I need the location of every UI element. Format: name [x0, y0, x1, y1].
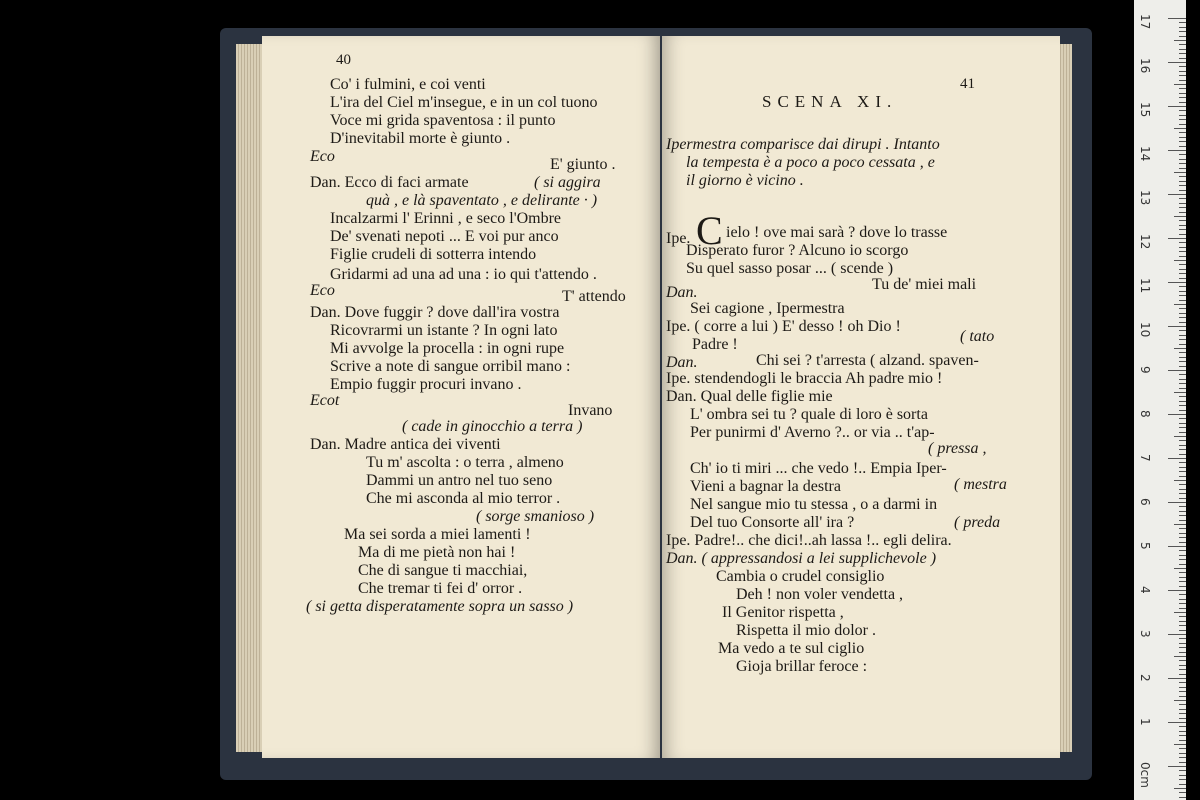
ruler-tick [1179, 185, 1186, 186]
ruler-tick [1174, 304, 1186, 305]
ruler-tick [1179, 770, 1186, 771]
ruler-tick [1179, 344, 1186, 345]
ruler-label: 15 [1138, 102, 1152, 118]
right-text-line: Ipermestra comparisce dai dirupi . Intanto [666, 136, 940, 153]
ruler-tick [1179, 445, 1186, 446]
ruler-tick [1179, 432, 1186, 433]
left-text-line: Eco [310, 148, 335, 165]
ruler-tick [1179, 36, 1186, 37]
ruler-label: 0cm [1138, 762, 1152, 788]
ruler-tick [1174, 568, 1186, 569]
right-page [662, 36, 1060, 758]
left-text-line: T' attendo [562, 288, 626, 305]
ruler-tick [1179, 256, 1186, 257]
ruler-tick [1179, 97, 1186, 98]
ruler-tick [1174, 524, 1186, 525]
ruler-tick [1179, 80, 1186, 81]
ruler-tick [1179, 141, 1186, 142]
left-text-line: Che di sangue ti macchiai, [358, 562, 528, 579]
page-edges-left [236, 44, 264, 752]
right-text-line: ( mestra [954, 476, 1007, 493]
ruler-tick [1179, 784, 1186, 785]
ruler-tick [1179, 31, 1186, 32]
ruler-tick [1179, 594, 1186, 595]
ruler-tick [1179, 797, 1186, 798]
left-text-line: ( cade in ginocchio a terra ) [402, 418, 583, 435]
right-text-line: la tempesta è a poco a poco cessata , e [686, 154, 935, 171]
ruler-tick [1179, 154, 1186, 155]
ruler-label: 16 [1138, 58, 1152, 74]
left-text-line: Ma di me pietà non hai ! [358, 544, 516, 561]
ruler-tick [1179, 449, 1186, 450]
ruler-tick [1179, 454, 1186, 455]
ruler-tick [1179, 471, 1186, 472]
left-text-line: ( si aggira [534, 174, 601, 191]
ruler-tick [1179, 731, 1186, 732]
ruler-tick [1179, 713, 1186, 714]
ruler-tick [1179, 110, 1186, 111]
ruler-tick [1174, 700, 1186, 701]
left-text-line: Dan. Ecco di faci armate [310, 174, 469, 191]
right-text-line: Disperato furor ? Alcuno io scorgo [686, 242, 909, 259]
right-text-line: ( preda [954, 514, 1001, 531]
ruler-tick [1174, 656, 1186, 657]
ruler-tick [1179, 137, 1186, 138]
ruler-tick [1179, 638, 1186, 639]
right-text-line: Dan. [666, 284, 698, 301]
ruler-tick [1174, 40, 1186, 41]
ruler-tick [1179, 93, 1186, 94]
ruler-tick [1179, 748, 1186, 749]
ruler-label: 3 [1138, 630, 1152, 638]
ruler-tick [1179, 476, 1186, 477]
ruler-tick [1179, 427, 1186, 428]
ruler-tick [1179, 322, 1186, 323]
ruler-tick [1179, 159, 1186, 160]
ruler-label: 8 [1138, 410, 1152, 418]
ruler-tick [1179, 22, 1186, 23]
ruler-tick [1179, 300, 1186, 301]
right-text-line: Ipe. ( corre a lui ) E' desso ! oh Dio ! [666, 318, 901, 335]
ruler-tick [1179, 462, 1186, 463]
right-text-line: Ma vedo a te sul ciglio [718, 640, 865, 657]
ruler-tick [1179, 735, 1186, 736]
ruler-tick [1179, 401, 1186, 402]
ruler-tick [1179, 586, 1186, 587]
ruler-tick [1179, 198, 1186, 199]
ruler-tick [1179, 66, 1186, 67]
right-text-line: Dan. [666, 354, 698, 371]
ruler-tick [1179, 286, 1186, 287]
ruler-tick [1174, 128, 1186, 129]
ruler-tick [1179, 533, 1186, 534]
ruler-tick [1179, 313, 1186, 314]
ruler-label: 14 [1138, 146, 1152, 162]
ruler-tick [1179, 146, 1186, 147]
ruler-tick [1168, 590, 1186, 591]
ruler-tick [1179, 555, 1186, 556]
ruler-tick [1179, 383, 1186, 384]
ruler-label: 11 [1138, 278, 1152, 294]
left-text-line: Scrive a note di sangue orribil mano : [330, 358, 571, 375]
scene-title: SCENA XI. [762, 92, 898, 111]
ruler-tick [1179, 308, 1186, 309]
ruler-tick [1168, 18, 1186, 19]
ruler-tick [1179, 537, 1186, 538]
ruler-tick [1179, 630, 1186, 631]
ruler-tick [1179, 102, 1186, 103]
ruler-tick [1179, 124, 1186, 125]
ruler-tick [1168, 282, 1186, 283]
ruler-label: 9 [1138, 366, 1152, 374]
ruler-tick [1179, 295, 1186, 296]
right-text-line: Gioja brillar feroce : [736, 658, 868, 675]
ruler-tick [1179, 520, 1186, 521]
ruler-tick [1179, 405, 1186, 406]
right-text-line: Ipe. stendendogli le braccia Ah padre mio ! [666, 370, 943, 387]
ruler-tick [1179, 366, 1186, 367]
ruler-tick [1179, 264, 1186, 265]
ruler-tick [1179, 410, 1186, 411]
ruler-tick [1174, 216, 1186, 217]
left-text-line: Gridarmi ad una ad una : io qui t'attendo . [330, 266, 597, 283]
left-page [262, 36, 660, 758]
ruler-tick [1174, 348, 1186, 349]
ruler-tick [1168, 546, 1186, 547]
ruler-tick [1179, 361, 1186, 362]
ruler-tick [1179, 75, 1186, 76]
ruler-tick [1179, 687, 1186, 688]
right-text-line: Il Genitor rispetta , [722, 604, 844, 621]
right-text-line: Sei cagione , Ipermestra [690, 300, 845, 317]
ruler-label: 17 [1138, 14, 1152, 30]
ruler-tick [1174, 392, 1186, 393]
ruler-tick [1179, 709, 1186, 710]
left-text-line: Incalzarmi l' Erinni , e seco l'Ombre [330, 210, 562, 227]
ruler-tick [1179, 603, 1186, 604]
ruler-tick [1174, 480, 1186, 481]
ruler-tick [1179, 225, 1186, 226]
ruler-tick [1179, 577, 1186, 578]
ruler-tick [1168, 62, 1186, 63]
right-text-line: Cambia o crudel consiglio [716, 568, 885, 585]
right-text-line: L' ombra sei tu ? quale di loro è sorta [690, 406, 928, 423]
left-text-line: Che mi asconda al mio terror . [366, 490, 561, 507]
left-text-line: Dan. Madre antica dei viventi [310, 436, 501, 453]
ruler-tick [1179, 515, 1186, 516]
ruler-tick [1179, 339, 1186, 340]
ruler-tick [1179, 608, 1186, 609]
ruler-tick [1179, 220, 1186, 221]
measurement-ruler [1134, 0, 1186, 800]
ruler-tick [1179, 212, 1186, 213]
ruler-tick [1179, 163, 1186, 164]
ruler-tick [1174, 744, 1186, 745]
page-number-left: 40 [336, 52, 351, 68]
ruler-tick [1179, 621, 1186, 622]
ruler-tick [1168, 414, 1186, 415]
ruler-tick [1179, 718, 1186, 719]
ruler-tick [1179, 484, 1186, 485]
right-text-line: il giorno è vicino . [686, 172, 804, 189]
right-text-line: ielo ! ove mai sarà ? dove lo trasse [726, 224, 948, 241]
ruler-tick [1179, 599, 1186, 600]
ruler-tick [1179, 27, 1186, 28]
ruler-tick [1179, 467, 1186, 468]
ruler-tick [1179, 251, 1186, 252]
ruler-tick [1179, 572, 1186, 573]
ruler-tick [1179, 132, 1186, 133]
left-text-line: ( sorge smanioso ) [476, 508, 595, 525]
ruler-tick [1179, 278, 1186, 279]
ruler-tick [1179, 115, 1186, 116]
left-text-line: Ma sei sorda a miei lamenti ! [344, 526, 531, 543]
ruler-tick [1168, 502, 1186, 503]
left-text-line: Ricovrarmi un istante ? In ogni lato [330, 322, 558, 339]
ruler-tick [1179, 49, 1186, 50]
right-text-line: Ipe. [666, 230, 691, 247]
left-text-line: Dan. Dove fuggir ? dove dall'ira vostra [310, 304, 560, 321]
ruler-tick [1179, 242, 1186, 243]
ruler-tick [1168, 678, 1186, 679]
ruler-tick [1168, 634, 1186, 635]
ruler-label: 6 [1138, 498, 1152, 506]
ruler-tick [1168, 766, 1186, 767]
ruler-tick [1174, 436, 1186, 437]
ruler-label: 10 [1138, 322, 1152, 338]
ruler-tick [1179, 273, 1186, 274]
drop-cap: C [696, 208, 723, 253]
ruler-tick [1179, 190, 1186, 191]
ruler-tick [1179, 335, 1186, 336]
ruler-tick [1179, 674, 1186, 675]
ruler-tick [1179, 542, 1186, 543]
ruler-tick [1179, 203, 1186, 204]
ruler-tick [1179, 757, 1186, 758]
ruler-tick [1179, 779, 1186, 780]
right-text-line: Dan. ( appressandosi a lei supplichevole ) [666, 550, 937, 567]
ruler-tick [1179, 291, 1186, 292]
left-text-line: ( si getta disperatamente sopra un sasso ) [306, 598, 574, 615]
ruler-tick [1179, 625, 1186, 626]
left-text-line: Invano [568, 402, 613, 419]
page-number-right: 41 [960, 76, 975, 92]
ruler-tick [1168, 150, 1186, 151]
ruler-tick [1179, 682, 1186, 683]
ruler-tick [1174, 172, 1186, 173]
ruler-tick [1179, 528, 1186, 529]
ruler-tick [1174, 788, 1186, 789]
ruler-tick [1179, 647, 1186, 648]
ruler-tick [1168, 370, 1186, 371]
left-text-line: Co' i fulmini, e coi venti [330, 76, 486, 93]
left-text-line: Che tremar ti fei d' orror . [358, 580, 523, 597]
ruler-tick [1179, 423, 1186, 424]
left-text-line: Mi avvolge la procella : in ogni rupe [330, 340, 565, 357]
left-text-line: E' giunto . [550, 156, 616, 173]
left-text-line: quà , e là spaventato , e delirante · ) [366, 192, 598, 209]
ruler-tick [1179, 44, 1186, 45]
ruler-tick [1168, 238, 1186, 239]
ruler-label: 12 [1138, 234, 1152, 250]
ruler-tick [1179, 753, 1186, 754]
ruler-tick [1179, 726, 1186, 727]
ruler-tick [1179, 379, 1186, 380]
ruler-tick [1174, 612, 1186, 613]
ruler-tick [1179, 643, 1186, 644]
right-text-line: Del tuo Consorte all' ira ? [690, 514, 855, 531]
ruler-tick [1174, 260, 1186, 261]
ruler-tick [1168, 722, 1186, 723]
ruler-tick [1179, 581, 1186, 582]
left-text-line: Eco [310, 282, 335, 299]
left-text-line: L'ira del Ciel m'insegue, e in un col tuono [330, 94, 598, 111]
ruler-tick [1179, 696, 1186, 697]
ruler-tick [1179, 269, 1186, 270]
ruler-tick [1179, 792, 1186, 793]
right-text-line: Nel sangue mio tu stessa , o a darmi in [690, 496, 938, 513]
ruler-tick [1179, 506, 1186, 507]
left-text-line: Tu m' ascolta : o terra , almeno [366, 454, 564, 471]
ruler-tick [1179, 357, 1186, 358]
left-text-line: Empio fuggir procuri invano . [330, 376, 522, 393]
ruler-tick [1179, 229, 1186, 230]
ruler-tick [1179, 498, 1186, 499]
ruler-label: 5 [1138, 542, 1152, 550]
ruler-tick [1179, 665, 1186, 666]
right-text-line: Ch' io ti miri ... che vedo !.. Empia Iper- [690, 460, 947, 477]
left-text-line: Figlie crudeli di sotterra intendo [330, 246, 537, 263]
left-text-line: Voce mi grida spaventosa : il punto [330, 112, 556, 129]
ruler-tick [1179, 704, 1186, 705]
ruler-tick [1179, 396, 1186, 397]
ruler-tick [1179, 330, 1186, 331]
ruler-tick [1179, 493, 1186, 494]
ruler-tick [1179, 559, 1186, 560]
right-text-line: Per punirmi d' Averno ?.. or via .. t'ap- [690, 424, 935, 441]
ruler-tick [1179, 374, 1186, 375]
right-text-line: Padre ! [692, 336, 738, 353]
ruler-label: 2 [1138, 674, 1152, 682]
left-text-line: Ecot [310, 392, 340, 409]
right-text-line: Chi sei ? t'arresta ( alzand. spaven- [756, 352, 979, 369]
right-text-line: Vieni a bagnar la destra [690, 478, 841, 495]
ruler-tick [1179, 775, 1186, 776]
ruler-tick [1179, 53, 1186, 54]
left-text-line: D'inevitabil morte è giunto . [330, 130, 511, 147]
ruler-tick [1179, 317, 1186, 318]
ruler-tick [1179, 181, 1186, 182]
ruler-tick [1179, 168, 1186, 169]
right-text-line: Su quel sasso posar ... ( scende ) [686, 260, 894, 277]
left-text-line: De' svenati nepoti ... E voi pur anco [330, 228, 559, 245]
ruler-tick [1179, 418, 1186, 419]
right-text-line: Ipe. Padre!.. che dici!..ah lassa !.. egli delira. [666, 532, 952, 549]
right-text-line: Tu de' miei mali [872, 276, 977, 293]
ruler-tick [1179, 58, 1186, 59]
ruler-tick [1179, 234, 1186, 235]
ruler-tick [1179, 176, 1186, 177]
ruler-tick [1179, 691, 1186, 692]
ruler-tick [1179, 762, 1186, 763]
ruler-tick [1179, 119, 1186, 120]
ruler-tick [1168, 106, 1186, 107]
ruler-tick [1179, 652, 1186, 653]
ruler-tick [1179, 88, 1186, 89]
ruler-tick [1168, 326, 1186, 327]
ruler-tick [1179, 207, 1186, 208]
ruler-label: 1 [1138, 718, 1152, 726]
right-text-line: Dan. Qual delle figlie mie [666, 388, 833, 405]
ruler-tick [1168, 194, 1186, 195]
ruler-tick [1179, 352, 1186, 353]
ruler-tick [1179, 489, 1186, 490]
ruler-tick [1179, 388, 1186, 389]
ruler-tick [1179, 660, 1186, 661]
ruler-tick [1179, 616, 1186, 617]
ruler-tick [1179, 564, 1186, 565]
ruler-tick [1179, 440, 1186, 441]
right-text-line: Deh ! non voler vendetta , [736, 586, 904, 603]
ruler-label: 4 [1138, 586, 1152, 594]
ruler-label: 7 [1138, 454, 1152, 462]
ruler-tick [1179, 550, 1186, 551]
ruler-tick [1179, 740, 1186, 741]
right-text-line: Rispetta il mio dolor . [736, 622, 876, 639]
ruler-tick [1174, 84, 1186, 85]
ruler-tick [1179, 71, 1186, 72]
right-text-line: ( pressa , [928, 440, 987, 457]
left-text-line: Dammi un antro nel tuo seno [366, 472, 553, 489]
ruler-tick [1179, 511, 1186, 512]
ruler-tick [1179, 669, 1186, 670]
ruler-label: 13 [1138, 190, 1152, 206]
page-edges-right [1058, 44, 1072, 752]
ruler-tick [1168, 458, 1186, 459]
ruler-tick [1179, 247, 1186, 248]
right-text-line: ( tato [960, 328, 995, 345]
